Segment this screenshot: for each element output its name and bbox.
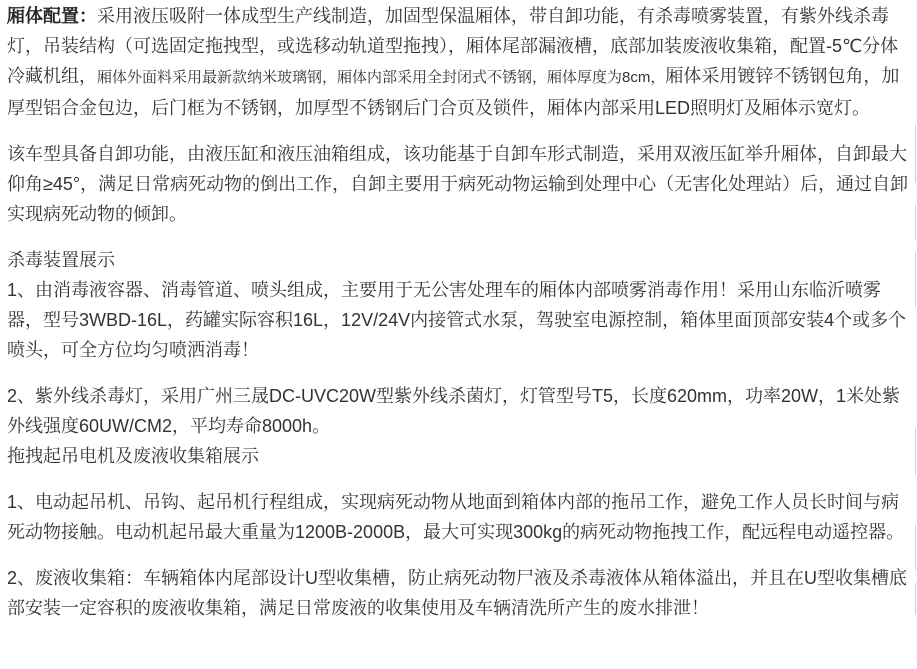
section-heading-disinfection: 杀毒装置展示 [7,250,115,270]
paragraph-lead-label: 厢体配置： [7,6,97,26]
section-disinfection-device [7,245,910,365]
section-heading-hoist-motor: 拖拽起吊电机及废液收集箱展示 [7,446,259,466]
right-edge-border-fragment [915,125,916,183]
right-edge-border-fragment [915,205,916,240]
paragraph-text: 采用液压吸附一体成型生产线制造，加固型保温厢体，带自卸功能，有杀毒喷雾装置，有紫外线杀毒灯，吊装结构（可选固定拖拽型，或选移动轨道型拖拽），厢体尾部漏液槽，底部加装废液收集箱，配置-5℃分体冷藏机组， [7,6,899,86]
list-item-uv-lamp: 2、紫外线杀毒灯，采用广州三晟DC-UVC20W型紫外线杀菌灯，灯管型号T5，长度620mm，功率20W，1米处紫外线强度60UW/CM2，平均寿命8000h。 [7,386,901,436]
paragraph-text-small: 厢体外面料采用最新款纳米玻璃钢，厢体内部采用全封闭式不锈钢，厢体厚度为8cm， [97,69,666,86]
paragraph-text: 厢体采用镀锌不锈钢包角，加厚型铝合金包边，后门框为不锈钢，加厚型不锈钢后门合页及锁件，厢体内部采用LED照明灯及厢体示宽灯。 [7,66,900,118]
list-item-electric-hoist: 1、电动起吊机、吊钩、起吊机行程组成，实现病死动物从地面到箱体内部的拖吊工作，避免工作人员长时间与病死动物接触。电动机起吊最大重量为1200B-2000B，最大可实现300kg的病死动物拖拽工作，配远程电动遥控器。 [7,492,905,542]
right-edge-border-fragment [915,525,916,570]
list-item-waste-liquid-tank: 2、废液收集箱：车辆箱体内尾部设计U型收集槽，防止病死动物尸液及杀毒液体从箱体溢出，并且在U型收集槽底部安装一定容积的废液收集箱，满足日常废液的收集使用及车辆清洗所产生的废水排泄！ [7,568,908,618]
paragraph-self-dumping: 该车型具备自卸功能，由液压缸和液压油箱组成，该功能基于自卸车形式制造，采用双液压缸举升厢体，自卸最大仰角≥45°，满足日常病死动物的倒出工作，自卸主要用于病死动物运输到处理中心（无害化处理站）后，通过自卸实现病死动物的倾卸。 [7,144,909,224]
section-uv-lamp [7,381,910,471]
right-edge-border-fragment [915,583,916,615]
list-item-sprayer: 1、由消毒液容器、消毒管道、喷头组成，主要用于无公害处理车的厢体内部喷雾消毒作用！采用山东临沂喷雾器，型号3WBD-16L，药罐实际容积16L，12V/24V内接管式水泵，驾驶室电源控制，箱体里面顶部安装4个或多个喷头，可全方位均匀喷洒消毒！ [7,280,907,360]
right-edge-border-fragment [915,428,916,475]
right-edge-border-fragment [915,252,916,307]
paragraph-box-configuration [7,1,910,123]
